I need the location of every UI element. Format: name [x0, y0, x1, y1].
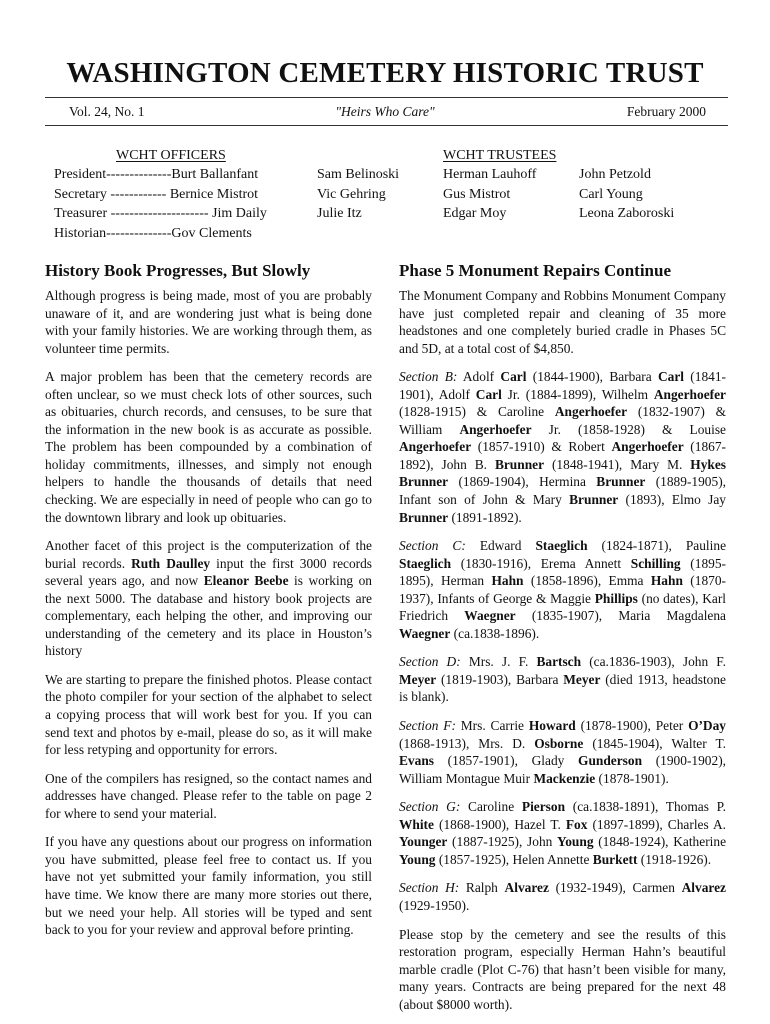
trustees-heading: WCHT TRUSTEES	[443, 148, 557, 163]
paragraph: A major problem has been that the cemetery records are often unclear, so we must check lots of other sources, such as obituaries, church records, and censuses, to be sure that the information in the new book is as accurate as possible. The problem has been compounded by a combination of holiday commitments, illnesses, and simply not enough helpers to handle the thousands of details that need checking. We are especially in need of people who can go to the downtown library and look up obituaries.	[45, 369, 372, 525]
surname: Hahn	[650, 573, 683, 589]
paragraph: Another facet of this project is the computerization of the burial records. Ruth Daulley input the first 3000 records several years ago, and now Eleanor Beebe is working on the next 5000. The database and history book projects are complementary, each helping the other, and improving our understanding of the cemetery and its place in Houston’s history	[45, 538, 373, 659]
surname: Gunderson	[578, 753, 643, 769]
surname: Schilling	[630, 555, 681, 571]
surname: Pierson	[521, 799, 566, 815]
surname: Waegner	[464, 608, 516, 624]
section-paragraph: Section B: Adolf Carl (1844-1900), Barbara Carl (1841-1901), Adolf Carl Jr. (1884-1899), Wilhelm Angerhoefer (1828-1915) & Caroline Angerhoefer (1832-1907) & William Angerhoefer Jr. (1858-1928) & Louise Angerhoefer (1857-1910) & Robert Angerhoefer (1867-1892), John B. Brunner (1848-1941), Mary M. Hykes Brunner (1869-1904), Hermina Brunner (1889-1905), Infant son of John & Mary Brunner (1893), Elmo Jay Brunner (1891-1892).	[399, 369, 727, 525]
section-label: Section B:	[399, 369, 458, 385]
surname: Young	[399, 851, 436, 867]
surname: Carl	[500, 369, 527, 385]
section-label: Section H:	[399, 880, 460, 896]
surname: Angerhoefer	[653, 386, 726, 402]
section-paragraph: Section D: Mrs. J. F. Bartsch (ca.1836-1903), John F. Meyer (1819-1903), Barbara Meyer (died 1913, headstone is blank).	[399, 654, 727, 705]
section-paragraph: Section F: Mrs. Carrie Howard (1878-1900), Peter O’Day (1868-1913), Mrs. D. Osborne (1845-1904), Walter T. Evans (1857-1901), Glady Gunderson (1900-1902), William Montague Muir Mackenzie (1878-1901).	[399, 718, 726, 786]
surname: Fox	[565, 816, 588, 832]
surname: Staeglich	[535, 538, 588, 554]
surname: Meyer	[399, 671, 437, 687]
trustees-col-2: John Petzold Carl Young Leona Zaboroski	[579, 167, 675, 222]
surname: Bartsch	[536, 654, 582, 670]
surname: Angerhoefer	[459, 421, 532, 437]
surname: Howard	[528, 718, 576, 734]
surname: Evans	[399, 753, 434, 769]
issue-volume: Vol. 24, No. 1	[69, 104, 145, 119]
paragraph: Although progress is being made, most of you are probably unaware of it, and are wondering just what is being done with your family histories. We are working through them, as volunteer time permits.	[45, 288, 372, 356]
section-label: Section D:	[399, 654, 461, 670]
trustees-col-1: Herman Lauhoff Gus Mistrot Edgar Moy	[443, 167, 537, 222]
officer-line: Historian--------------Gov Clements	[54, 225, 252, 241]
surname: Carl	[657, 369, 685, 385]
surname: Hahn	[491, 573, 524, 589]
paragraph: Please stop by the cemetery and see the results of this restoration program, especially Herman Hahn’s beautiful marble cradle (Plot C-76) that hasn’t been visible for many, many years. Contracts are being prepared for the next 48 (about $8000 worth).	[399, 926, 726, 1012]
paragraph: One of the compilers has resigned, so the contact names and addresses have changed. Please refer to the table on page 2 for where to send your material.	[45, 770, 372, 821]
paragraph: We are starting to prepare the finished photos. Please contact the photo compiler for your section of the alphabet to select a copying process that will work best for you. If you can send text and photos by e-mail, please do so, as it will make for less retyping and opportunity for errors.	[45, 671, 372, 758]
newsletter-title: WASHINGTON CEMETERY HISTORIC TRUST	[66, 57, 704, 89]
surname: Angerhoefer	[554, 404, 628, 420]
article-history-title: History Book Progresses, But Slowly	[45, 261, 311, 280]
issue-motto: "Heirs Who Care"	[335, 104, 435, 119]
officers-heading: WCHT OFFICERS	[116, 148, 226, 163]
section-paragraph: Section C: Edward Staeglich (1824-1871), Pauline Staeglich (1830-1916), Erema Annett Schilling (1895-1895), Herman Hahn (1858-1896), Emma Hahn (1870-1937), Infants of George & Maggie Phillips (no dates), Karl Friedrich Waegner (1835-1907), Maria Magdalena Waegner (ca.1838-1896).	[399, 538, 727, 641]
section-label: Section G:	[399, 799, 461, 815]
paragraph: If you have any questions about our progress on information you have submitted, please feel free to contact us. If you have not yet submitted your family information, you still have time. We know there are many more stories out there, but we need your help. All stories will be typed and sent back to you for your review and approval before printing.	[45, 834, 372, 938]
officer-line: Treasurer --------------------- Jim Daily	[54, 206, 267, 222]
surname: Brunner	[569, 492, 619, 508]
officers-list	[54, 165, 267, 243]
surname: Brunner	[399, 509, 449, 525]
surname: O’Day	[688, 718, 726, 734]
surname: Young	[557, 834, 594, 850]
paragraph: The Monument Company and Robbins Monument Company have just completed repair and cleaning of 35 more headstones and one completely buried cradle in Phases 5C and 5D, at a total cost of $4,850.	[399, 288, 726, 356]
section-list	[399, 368, 726, 914]
header-rule-top	[45, 97, 728, 98]
officer-line: Secretary ------------ Bernice Mistrot	[54, 186, 259, 202]
surname: Angerhoefer	[399, 439, 472, 455]
surname: Waegner	[399, 625, 451, 641]
officer-line: President--------------Burt Ballanfant	[54, 167, 259, 182]
surname: Brunner	[494, 456, 545, 472]
article-monument-title: Phase 5 Monument Repairs Continue	[399, 261, 672, 280]
header-rule-bottom	[45, 125, 728, 126]
surname: Younger	[399, 834, 448, 850]
section-label: Section C:	[399, 538, 466, 554]
surname: Staeglich	[399, 555, 452, 571]
surname: Angerhoefer	[611, 439, 684, 455]
officers-others: Sam Belinoski Vic Gehring Julie Itz	[317, 167, 400, 222]
surname: Mackenzie	[533, 770, 596, 786]
surname: Phillips	[594, 590, 638, 606]
section-paragraph: Section G: Caroline Pierson (ca.1838-1891), Thomas P. White (1868-1900), Hazel T. Fox (1897-1899), Charles A. Younger (1887-1925), John Young (1848-1924), Katherine Young (1857-1925), Helen Annette Burkett (1918-1926).	[399, 799, 727, 867]
section-paragraph: Section H: Ralph Alvarez (1932-1949), Carmen Alvarez (1929-1950).	[399, 880, 726, 913]
surname: Burkett	[592, 851, 638, 867]
article-history-body	[45, 287, 372, 950]
surname: Osborne	[534, 735, 584, 751]
surname: Brunner	[596, 474, 646, 490]
issue-date: February 2000	[626, 104, 706, 119]
surname: Hykes Brunner	[399, 456, 727, 490]
surname: Alvarez	[681, 880, 726, 896]
surname: Meyer	[563, 671, 601, 687]
surname: Carl	[475, 386, 502, 402]
surname: White	[399, 816, 434, 832]
article-monument-body	[399, 287, 726, 1024]
section-label: Section F:	[399, 718, 456, 734]
surname: Alvarez	[504, 880, 549, 896]
